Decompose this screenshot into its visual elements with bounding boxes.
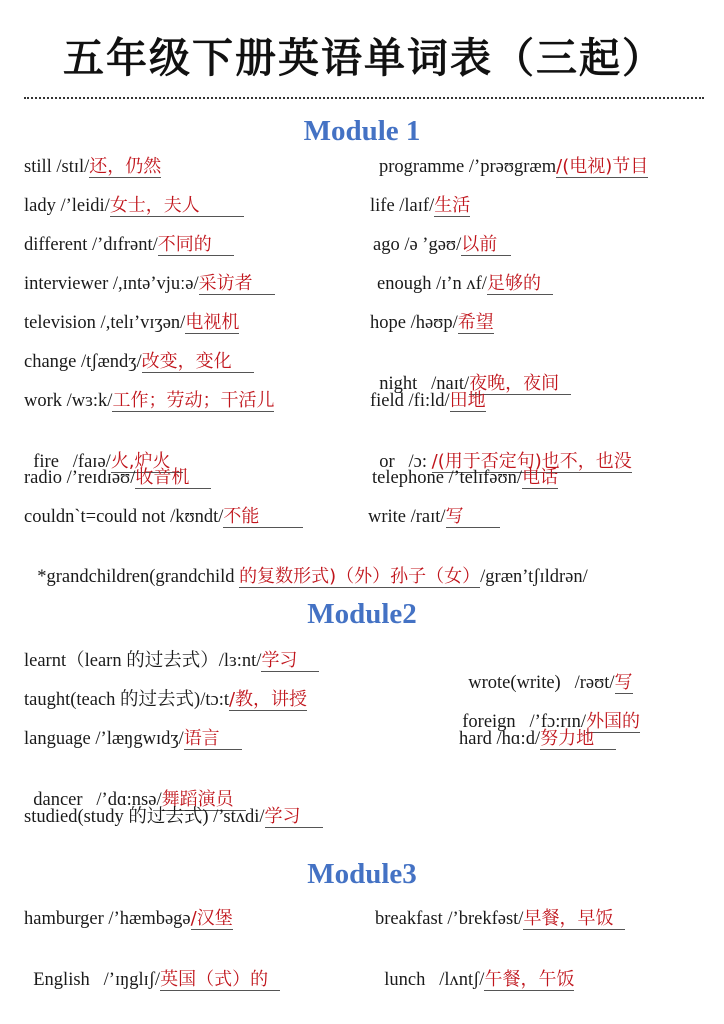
- entry-meaning: 工作；劳动；干活儿: [112, 390, 275, 411]
- entry-word: still /stɪl/: [24, 157, 90, 177]
- entry-meaning: 午餐，午饭: [484, 969, 575, 990]
- entry-word: foreign /’fɔ:rɪn/: [462, 712, 587, 732]
- entry-meaning: 不能: [223, 506, 303, 528]
- vocab-entry-breakfast: [375, 908, 625, 930]
- entry-meaning: 电视机: [185, 312, 240, 333]
- entry-word: couldn`t=could not /kʊndt/: [24, 507, 224, 527]
- entry-word: night /naɪt/: [379, 374, 470, 394]
- entry-word: life /laɪf/: [370, 196, 435, 216]
- entry-word: taught(teach 的过去式)/tɔ:t: [24, 690, 229, 710]
- vocab-entry-write: [368, 506, 500, 528]
- entry-meaning: 女士，夫人: [110, 195, 244, 217]
- entry-meaning: 以前: [461, 234, 511, 256]
- entry-meaning: 写: [614, 672, 633, 693]
- entry-meaning: 火,炉火: [111, 451, 183, 473]
- entry-word: interviewer /,ɪntə’vjuːə/: [24, 274, 199, 294]
- entry-word: or /ɔ:: [379, 452, 432, 472]
- vocab-entry-ago: [373, 234, 511, 256]
- entry-meaning: 电话: [522, 467, 559, 488]
- entry-meaning: 夜晚，夜间: [469, 373, 571, 395]
- entry-word: English /’ɪŋglɪʃ/: [33, 970, 161, 990]
- entry-meaning: 语言: [184, 728, 242, 750]
- vocab-entry-hope: [370, 312, 494, 334]
- entry-word: change /tʃændʒ/: [24, 352, 142, 372]
- entry-word: work /wɜ:k/: [24, 391, 113, 411]
- entry-meaning: 田地: [449, 390, 486, 411]
- entry-meaning: 写: [446, 506, 500, 528]
- entry-meaning: /汉堡: [190, 908, 233, 929]
- entry-word: ago /ə ’gəʊ/: [373, 235, 462, 255]
- entry-word: dancer /’dɑ:nsə/: [33, 790, 162, 810]
- vocab-entry-enough: [377, 273, 553, 295]
- vocab-entry-language: [24, 728, 242, 750]
- entry-phonetic: /græn’tʃɪldrən/: [480, 567, 588, 587]
- entry-word: *grandchildren(grandchild: [37, 567, 240, 587]
- entry-meaning: 学习: [261, 650, 319, 672]
- entry-meaning: /(电视)节目: [556, 156, 649, 177]
- entry-word: studied(study 的过去式) /’stʌdi/: [24, 807, 265, 827]
- entry-meaning: 的复数形式)（外）孙子（女）: [239, 566, 481, 587]
- entry-meaning: 改变，变化: [142, 351, 254, 373]
- vocab-entry-taught: [24, 689, 307, 711]
- entry-word: lunch /lʌntʃ/: [384, 970, 485, 990]
- entry-meaning: 希望: [457, 312, 494, 333]
- vocab-entry-television: [24, 312, 239, 334]
- entry-word: field /fi:ld/: [370, 391, 450, 411]
- entry-meaning: 舞蹈演员: [162, 789, 246, 811]
- entry-meaning: 早餐，早饭: [523, 908, 625, 930]
- entry-meaning: /(用于否定句)也不，也没: [431, 451, 632, 472]
- entry-meaning: 努力地: [540, 728, 616, 750]
- vocab-entry-different: [24, 234, 234, 256]
- vocab-entry-life: [370, 195, 470, 217]
- entry-meaning: 英国（式）的: [160, 969, 280, 991]
- entry-word: television /,telɪ’vɪʒən/: [24, 313, 186, 333]
- entry-meaning: 学习: [265, 806, 323, 828]
- vocab-entry-hamburger: [24, 908, 233, 930]
- module-3-heading: Module3: [307, 858, 417, 890]
- vocab-entry-lunch: [375, 947, 574, 991]
- vocab-entry-work: [24, 390, 274, 412]
- module-1-heading: Module 1: [303, 115, 421, 147]
- entry-word: different /’dɪfrənt/: [24, 235, 158, 255]
- vocab-entry-radio: [24, 467, 211, 489]
- entry-meaning: 还，仍然: [89, 156, 162, 177]
- vocab-entry-programme: [379, 156, 648, 178]
- entry-word: enough /ɪ’n ʌf/: [377, 274, 487, 294]
- vocab-entry-english: [24, 947, 280, 991]
- entry-meaning: 采访者: [199, 273, 275, 295]
- entry-meaning: 生活: [434, 195, 471, 216]
- vocab-entry-dancer: [24, 767, 246, 811]
- vocab-entry-change: [24, 351, 254, 373]
- entry-word: learnt（learn 的过去式）/lɜ:nt/: [24, 651, 262, 671]
- entry-meaning: 外国的: [586, 711, 641, 732]
- entry-meaning: 足够的: [487, 273, 553, 295]
- entry-word: radio /’reɪdɪəʊ/: [24, 468, 136, 488]
- entry-word: write /raɪt/: [368, 507, 446, 527]
- vocab-entry-foreign: [453, 689, 640, 733]
- entry-word: telephone /’telɪfəʊn/: [372, 468, 523, 488]
- entry-word: hope /həʊp/: [370, 313, 458, 333]
- vocab-entry-telephone: [372, 467, 558, 489]
- vocab-entry-learnt: [24, 650, 319, 672]
- entry-word: fire /faɪə/: [33, 452, 111, 472]
- vocab-entry-still: [24, 156, 161, 178]
- vocab-entry-studied: [24, 806, 323, 828]
- vocab-entry-interviewer: [24, 273, 275, 295]
- vocab-entry-grandchildren: [28, 544, 588, 588]
- entry-word: hard /hɑ:d/: [459, 729, 541, 749]
- entry-word: hamburger /’hæmbəgə: [24, 909, 191, 929]
- vocab-entry-lady: [24, 195, 244, 217]
- entry-word: lady /’leidi/: [24, 196, 110, 216]
- entry-meaning: 不同的: [158, 234, 234, 256]
- vocab-entry-field: [370, 390, 486, 412]
- vocab-entry-wrote: [459, 650, 633, 694]
- vocab-entry-couldnt: [24, 506, 303, 528]
- entry-meaning: /教，讲授: [228, 689, 308, 710]
- module-2-heading: Module2: [307, 598, 417, 630]
- entry-word: programme /’prəʊgræm: [379, 157, 557, 177]
- entry-word: breakfast /’brekfəst/: [375, 909, 524, 929]
- entry-meaning: 收音机: [135, 467, 211, 489]
- page-title: 五年级下册英语单词表（三起）: [63, 34, 665, 82]
- entry-word: language /’læŋgwɪdʒ/: [24, 729, 184, 749]
- vocab-entry-night: [370, 351, 571, 395]
- vocab-entry-hard: [459, 728, 616, 750]
- title-divider: [24, 97, 704, 99]
- entry-word: wrote(write) /rəʊt/: [468, 673, 615, 693]
